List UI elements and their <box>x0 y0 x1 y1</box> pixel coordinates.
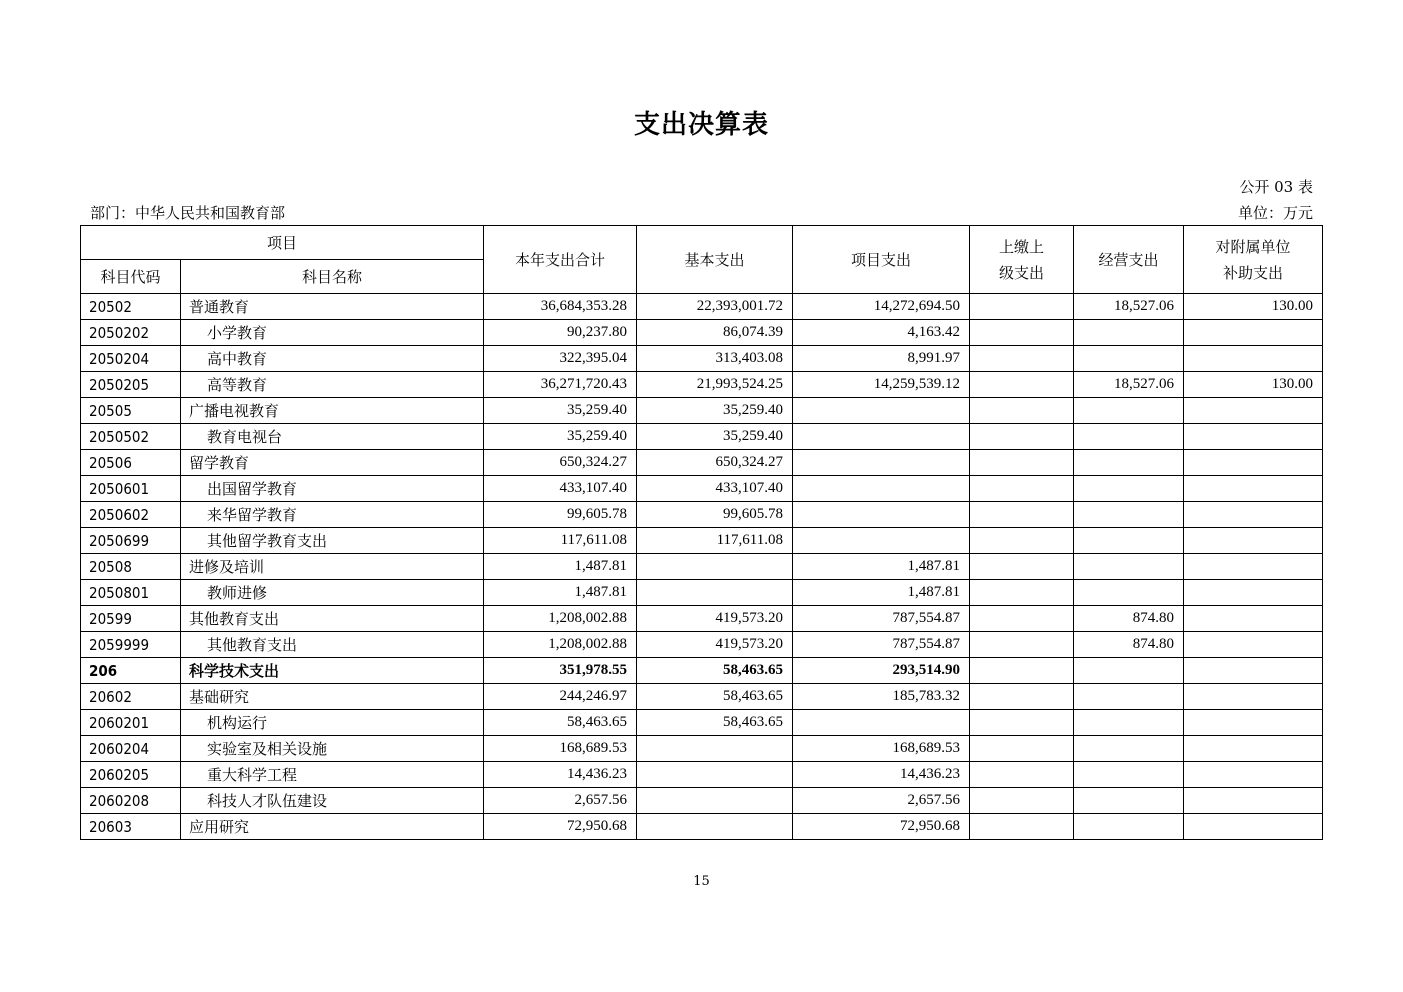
form-number: 公开 03 表 <box>1239 178 1313 196</box>
row-basic: 58,463.65 <box>637 684 793 710</box>
row-operating <box>1074 788 1184 814</box>
row-total: 58,463.65 <box>484 710 637 736</box>
row-operating <box>1074 762 1184 788</box>
row-remit <box>970 580 1074 606</box>
row-subsidy: 130.00 <box>1184 294 1323 320</box>
row-project: 787,554.87 <box>793 606 970 632</box>
row-project: 787,554.87 <box>793 632 970 658</box>
row-name: 教育电视台 <box>181 424 484 450</box>
row-total: 322,395.04 <box>484 346 637 372</box>
row-code: 2050601 <box>81 476 181 502</box>
row-project: 14,436.23 <box>793 762 970 788</box>
row-name: 机构运行 <box>181 710 484 736</box>
row-name: 基础研究 <box>181 684 484 710</box>
header-remit-line1: 上缴上 <box>998 237 1044 256</box>
row-project <box>793 398 970 424</box>
row-operating <box>1074 528 1184 554</box>
row-subsidy <box>1184 528 1323 554</box>
header-item: 项目 <box>81 226 484 260</box>
header-subsidy-line1: 对附属单位 <box>1215 237 1291 256</box>
header-remit <box>970 226 1074 294</box>
row-project: 72,950.68 <box>793 814 970 840</box>
row-remit <box>970 658 1074 684</box>
row-remit <box>970 346 1074 372</box>
row-name: 其他教育支出 <box>181 632 484 658</box>
row-subsidy <box>1184 424 1323 450</box>
row-code: 20603 <box>81 814 181 840</box>
row-project <box>793 450 970 476</box>
row-operating <box>1074 580 1184 606</box>
table-row <box>81 502 1323 528</box>
row-basic: 21,993,524.25 <box>637 372 793 398</box>
table-row <box>81 476 1323 502</box>
header-remit-line2: 级支出 <box>998 263 1044 282</box>
row-name: 广播电视教育 <box>181 398 484 424</box>
row-total: 36,271,720.43 <box>484 372 637 398</box>
row-remit <box>970 710 1074 736</box>
row-subsidy <box>1184 502 1323 528</box>
table-row <box>81 658 1323 684</box>
row-name: 进修及培训 <box>181 554 484 580</box>
row-project: 1,487.81 <box>793 580 970 606</box>
page-title: 支出决算表 <box>633 110 769 140</box>
row-total: 1,487.81 <box>484 580 637 606</box>
row-project <box>793 528 970 554</box>
row-total: 99,605.78 <box>484 502 637 528</box>
row-operating <box>1074 684 1184 710</box>
row-operating <box>1074 658 1184 684</box>
row-total: 35,259.40 <box>484 424 637 450</box>
row-subsidy <box>1184 658 1323 684</box>
row-project <box>793 710 970 736</box>
row-code: 2060208 <box>81 788 181 814</box>
row-subsidy <box>1184 710 1323 736</box>
header-subsidy-line2: 补助支出 <box>1222 263 1283 282</box>
row-project: 8,991.97 <box>793 346 970 372</box>
row-name: 教师进修 <box>181 580 484 606</box>
header-total: 本年支出合计 <box>484 226 637 294</box>
row-code: 2060204 <box>81 736 181 762</box>
row-basic: 22,393,001.72 <box>637 294 793 320</box>
row-name: 小学教育 <box>181 320 484 346</box>
row-total: 35,259.40 <box>484 398 637 424</box>
row-remit <box>970 528 1074 554</box>
row-basic <box>637 580 793 606</box>
row-operating <box>1074 736 1184 762</box>
row-basic: 35,259.40 <box>637 398 793 424</box>
row-code: 20502 <box>81 294 181 320</box>
row-remit <box>970 502 1074 528</box>
row-basic: 58,463.65 <box>637 658 793 684</box>
row-project <box>793 424 970 450</box>
row-operating: 18,527.06 <box>1074 294 1184 320</box>
row-name: 高中教育 <box>181 346 484 372</box>
row-remit <box>970 814 1074 840</box>
row-basic: 433,107.40 <box>637 476 793 502</box>
table-row <box>81 710 1323 736</box>
row-subsidy <box>1184 476 1323 502</box>
header-name: 科目名称 <box>181 260 484 294</box>
row-basic <box>637 554 793 580</box>
row-basic: 35,259.40 <box>637 424 793 450</box>
row-operating <box>1074 502 1184 528</box>
row-subsidy <box>1184 814 1323 840</box>
row-code: 2050502 <box>81 424 181 450</box>
header-operating: 经营支出 <box>1074 226 1184 294</box>
row-total: 90,237.80 <box>484 320 637 346</box>
row-name: 实验室及相关设施 <box>181 736 484 762</box>
row-code: 20602 <box>81 684 181 710</box>
row-code: 206 <box>81 658 181 684</box>
row-project <box>793 502 970 528</box>
row-name: 出国留学教育 <box>181 476 484 502</box>
row-basic <box>637 814 793 840</box>
table-row <box>81 580 1323 606</box>
row-basic: 58,463.65 <box>637 710 793 736</box>
row-code: 2050202 <box>81 320 181 346</box>
row-code: 20599 <box>81 606 181 632</box>
row-total: 244,246.97 <box>484 684 637 710</box>
row-subsidy <box>1184 762 1323 788</box>
row-operating <box>1074 398 1184 424</box>
row-code: 20505 <box>81 398 181 424</box>
row-total: 117,611.08 <box>484 528 637 554</box>
row-operating <box>1074 476 1184 502</box>
row-basic <box>637 762 793 788</box>
row-basic: 99,605.78 <box>637 502 793 528</box>
table-row <box>81 320 1323 346</box>
row-operating <box>1074 320 1184 346</box>
header-project: 项目支出 <box>793 226 970 294</box>
row-project: 14,272,694.50 <box>793 294 970 320</box>
row-code: 2060201 <box>81 710 181 736</box>
row-code: 20506 <box>81 450 181 476</box>
row-basic: 117,611.08 <box>637 528 793 554</box>
row-remit <box>970 398 1074 424</box>
table-row <box>81 372 1323 398</box>
row-operating <box>1074 450 1184 476</box>
row-subsidy <box>1184 554 1323 580</box>
table-row <box>81 684 1323 710</box>
row-subsidy <box>1184 788 1323 814</box>
row-name: 来华留学教育 <box>181 502 484 528</box>
table-row <box>81 736 1323 762</box>
row-basic: 313,403.08 <box>637 346 793 372</box>
row-subsidy <box>1184 580 1323 606</box>
row-name: 应用研究 <box>181 814 484 840</box>
row-basic <box>637 788 793 814</box>
row-basic: 419,573.20 <box>637 632 793 658</box>
header-code: 科目代码 <box>81 260 181 294</box>
row-operating: 874.80 <box>1074 632 1184 658</box>
row-name: 高等教育 <box>181 372 484 398</box>
table-row <box>81 554 1323 580</box>
row-remit <box>970 424 1074 450</box>
row-code: 2050801 <box>81 580 181 606</box>
row-subsidy: 130.00 <box>1184 372 1323 398</box>
row-subsidy <box>1184 398 1323 424</box>
row-project: 4,163.42 <box>793 320 970 346</box>
row-project: 168,689.53 <box>793 736 970 762</box>
row-subsidy <box>1184 632 1323 658</box>
row-operating: 18,527.06 <box>1074 372 1184 398</box>
row-project <box>793 476 970 502</box>
table-row <box>81 450 1323 476</box>
table-row <box>81 606 1323 632</box>
row-subsidy <box>1184 684 1323 710</box>
row-name: 科技人才队伍建设 <box>181 788 484 814</box>
row-remit <box>970 762 1074 788</box>
row-code: 2050699 <box>81 528 181 554</box>
row-remit <box>970 606 1074 632</box>
table-row <box>81 814 1323 840</box>
row-remit <box>970 450 1074 476</box>
row-remit <box>970 632 1074 658</box>
table-row <box>81 788 1323 814</box>
unit-label: 单位：万元 <box>1237 204 1313 222</box>
row-operating <box>1074 346 1184 372</box>
table-row <box>81 294 1323 320</box>
row-total: 168,689.53 <box>484 736 637 762</box>
row-total: 1,208,002.88 <box>484 632 637 658</box>
expenditure-table <box>80 225 1323 840</box>
row-project: 185,783.32 <box>793 684 970 710</box>
row-basic: 650,324.27 <box>637 450 793 476</box>
row-remit <box>970 684 1074 710</box>
row-code: 2050204 <box>81 346 181 372</box>
row-project: 2,657.56 <box>793 788 970 814</box>
row-name: 重大科学工程 <box>181 762 484 788</box>
table-row <box>81 762 1323 788</box>
row-code: 2060205 <box>81 762 181 788</box>
row-remit <box>970 736 1074 762</box>
row-code: 2059999 <box>81 632 181 658</box>
row-subsidy <box>1184 320 1323 346</box>
row-operating <box>1074 814 1184 840</box>
table-row <box>81 398 1323 424</box>
row-remit <box>970 788 1074 814</box>
table-row <box>81 424 1323 450</box>
row-project: 14,259,539.12 <box>793 372 970 398</box>
row-project: 1,487.81 <box>793 554 970 580</box>
row-code: 2050205 <box>81 372 181 398</box>
row-basic <box>637 736 793 762</box>
row-remit <box>970 294 1074 320</box>
header-subsidy <box>1184 226 1323 294</box>
table-row <box>81 346 1323 372</box>
row-remit <box>970 476 1074 502</box>
row-project: 293,514.90 <box>793 658 970 684</box>
row-code: 2050602 <box>81 502 181 528</box>
row-basic: 86,074.39 <box>637 320 793 346</box>
row-subsidy <box>1184 450 1323 476</box>
row-basic: 419,573.20 <box>637 606 793 632</box>
row-name: 科学技术支出 <box>181 658 484 684</box>
row-subsidy <box>1184 346 1323 372</box>
row-total: 2,657.56 <box>484 788 637 814</box>
table-row <box>81 632 1323 658</box>
row-name: 其他留学教育支出 <box>181 528 484 554</box>
row-total: 351,978.55 <box>484 658 637 684</box>
department-label: 部门：中华人民共和国教育部 <box>90 204 286 222</box>
row-name: 留学教育 <box>181 450 484 476</box>
row-name: 普通教育 <box>181 294 484 320</box>
row-total: 433,107.40 <box>484 476 637 502</box>
row-operating <box>1074 424 1184 450</box>
header-basic: 基本支出 <box>637 226 793 294</box>
row-operating: 874.80 <box>1074 606 1184 632</box>
row-total: 1,487.81 <box>484 554 637 580</box>
row-total: 650,324.27 <box>484 450 637 476</box>
row-code: 20508 <box>81 554 181 580</box>
row-operating <box>1074 710 1184 736</box>
row-remit <box>970 372 1074 398</box>
page-number: 15 <box>693 874 710 889</box>
row-total: 36,684,353.28 <box>484 294 637 320</box>
row-remit <box>970 320 1074 346</box>
table-row <box>81 528 1323 554</box>
row-subsidy <box>1184 736 1323 762</box>
row-total: 72,950.68 <box>484 814 637 840</box>
row-total: 14,436.23 <box>484 762 637 788</box>
row-name: 其他教育支出 <box>181 606 484 632</box>
row-subsidy <box>1184 606 1323 632</box>
row-operating <box>1074 554 1184 580</box>
row-total: 1,208,002.88 <box>484 606 637 632</box>
row-remit <box>970 554 1074 580</box>
